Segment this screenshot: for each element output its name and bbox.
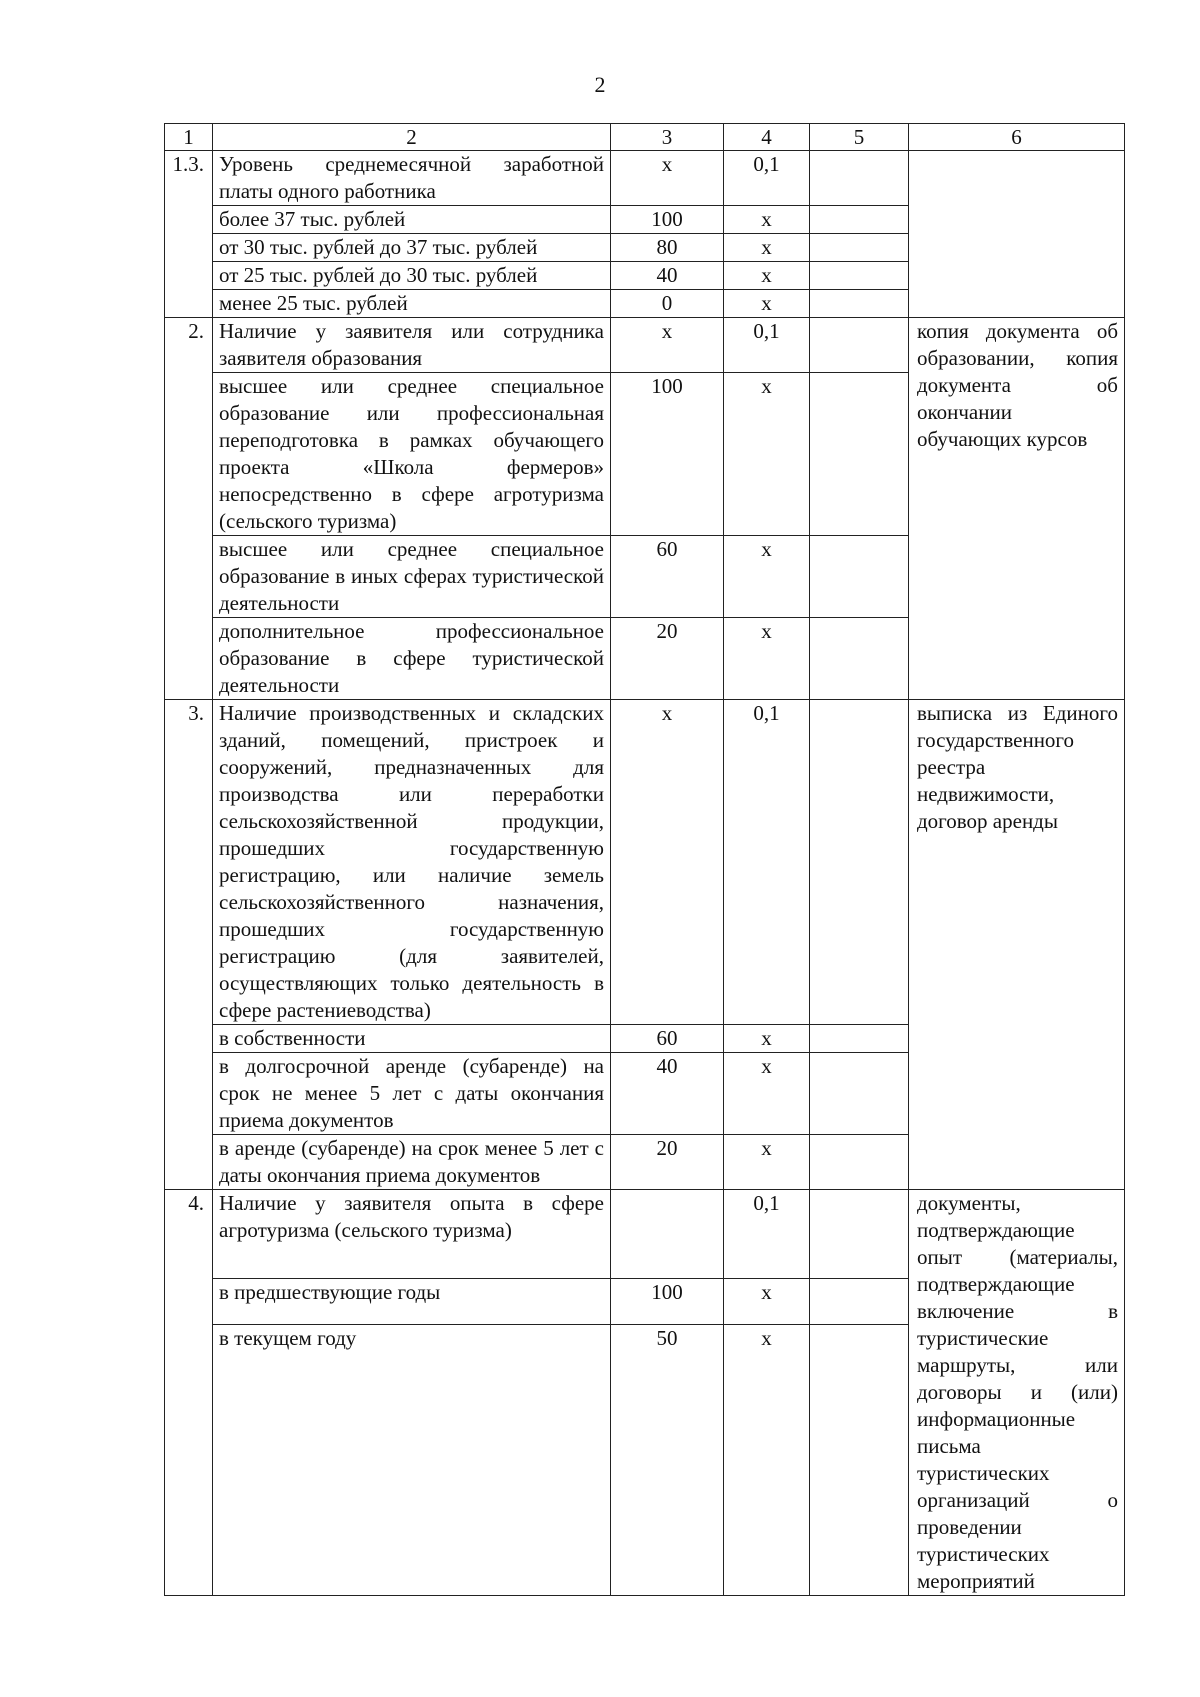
row-number: 4. [165,1190,213,1596]
weight-cell: х [724,1279,810,1325]
score-cell: 20 [611,618,724,700]
criterion-text: в предшествующие годы [213,1279,611,1325]
weight-cell: х [724,618,810,700]
criterion-text: от 25 тыс. рублей до 30 тыс. рублей [213,262,611,290]
value-cell [810,151,909,206]
header-cell: 3 [611,124,724,151]
criterion-text: в аренде (субаренде) на срок менее 5 лет с даты окончания приема документов [213,1135,611,1190]
document-cell [909,151,1125,318]
weight-cell: х [724,206,810,234]
value-cell [810,1053,909,1135]
document-cell: выписка из Единого государственного реестра недвижимости, договор аренды [909,700,1125,1190]
weight-cell: 0,1 [724,1190,810,1279]
score-cell: 100 [611,206,724,234]
value-cell [810,290,909,318]
criterion-text: дополнительное профессиональное образование в сфере туристической деятельности [213,618,611,700]
document-cell: копия документа об образовании, копия документа об окончании обучающих курсов [909,318,1125,700]
score-cell: 100 [611,1279,724,1325]
header-cell: 4 [724,124,810,151]
value-cell [810,1190,909,1279]
score-cell: 0 [611,290,724,318]
row-number: 2. [165,318,213,700]
value-cell [810,1325,909,1596]
score-cell: 100 [611,373,724,536]
score-cell: х [611,318,724,373]
criterion-text: Наличие производственных и складских зданий, помещений, пристроек и сооружений, предназначенных для производства или переработки сельскохозяйственной продукции, прошедших государственную регистрацию, или наличие земель сельскохозяйственного назначения, прошедших государственную регистрацию (для заявителей, осуществляющих только деятельность в сфере растениеводства) [213,700,611,1025]
table-row [165,318,1125,373]
weight-cell: 0,1 [724,318,810,373]
weight-cell: х [724,1135,810,1190]
criterion-text: высшее или среднее специальное образование или профессиональная переподготовка в рамках обучающего проекта «Школа фермеров» непосредственно в сфере агротуризма (сельского туризма) [213,373,611,536]
score-cell: х [611,151,724,206]
value-cell [810,234,909,262]
criterion-text: более 37 тыс. рублей [213,206,611,234]
criterion-text: менее 25 тыс. рублей [213,290,611,318]
criterion-text: Наличие у заявителя или сотрудника заявителя образования [213,318,611,373]
row-number: 3. [165,700,213,1190]
value-cell [810,373,909,536]
value-cell [810,1025,909,1053]
criterion-text: Наличие у заявителя опыта в сфере агротуризма (сельского туризма) [213,1190,611,1279]
score-cell: 60 [611,536,724,618]
row-number: 1.3. [165,151,213,318]
table-row [165,151,1125,206]
table-row [165,1190,1125,1279]
table-header-row [165,124,1125,151]
value-cell [810,700,909,1025]
score-cell: 60 [611,1025,724,1053]
value-cell [810,1135,909,1190]
header-cell: 5 [810,124,909,151]
weight-cell: х [724,1053,810,1135]
criterion-text: высшее или среднее специальное образование в иных сферах туристической деятельности [213,536,611,618]
weight-cell: х [724,1325,810,1596]
weight-cell: х [724,373,810,536]
value-cell [810,262,909,290]
criteria-table [164,123,1125,1596]
weight-cell: 0,1 [724,151,810,206]
value-cell [810,618,909,700]
document-cell: документы, подтверждающие опыт (материалы, подтверждающие включение в туристические маршруты, или договоры и (или) информационные письма туристических организаций о проведении туристических мероприятий [909,1190,1125,1596]
weight-cell: х [724,1025,810,1053]
score-cell [611,1190,724,1279]
score-cell: 40 [611,262,724,290]
score-cell: х [611,700,724,1025]
value-cell [810,536,909,618]
criterion-text: от 30 тыс. рублей до 37 тыс. рублей [213,234,611,262]
header-cell: 6 [909,124,1125,151]
score-cell: 50 [611,1325,724,1596]
weight-cell: х [724,262,810,290]
value-cell [810,206,909,234]
header-cell: 1 [165,124,213,151]
score-cell: 20 [611,1135,724,1190]
score-cell: 80 [611,234,724,262]
table-row [165,700,1125,1025]
value-cell [810,318,909,373]
criterion-text: в текущем году [213,1325,611,1596]
weight-cell: х [724,290,810,318]
criterion-text: в долгосрочной аренде (субаренде) на срок не менее 5 лет с даты окончания приема документов [213,1053,611,1135]
score-cell: 40 [611,1053,724,1135]
criterion-text: в собственности [213,1025,611,1053]
weight-cell: 0,1 [724,700,810,1025]
weight-cell: х [724,234,810,262]
criterion-text: Уровень среднемесячной заработной платы одного работника [213,151,611,206]
page-number: 2 [594,72,606,97]
header-cell: 2 [213,124,611,151]
value-cell [810,1279,909,1325]
weight-cell: х [724,536,810,618]
